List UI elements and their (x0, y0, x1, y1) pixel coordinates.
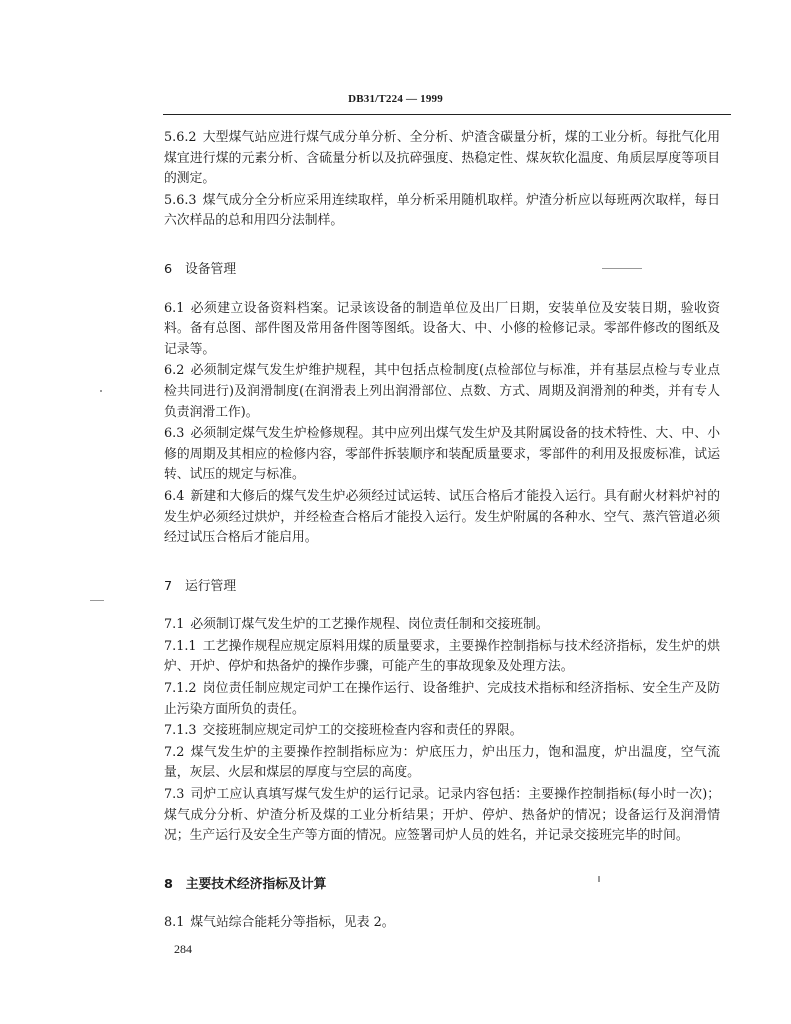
clause-number: 6.2 (164, 363, 185, 379)
clause-text: 大型煤气站应进行煤气成分单分析、全分析、炉渣含碳量分析，煤的工业分析。每批气化用煤宜进行煤的元素分析、含硫量分析以及抗碎强度、热稳定性、煤灰软化温度、角质层厚度等项目的测定。 (164, 130, 720, 187)
clause-text: 工艺操作规程应规定原料用煤的质量要求，主要操作控制指标与技术经济指标，发生炉的烘炉、开炉、停炉和热备炉的操作步骤，可能产生的事故现象及处理方法。 (164, 638, 720, 675)
clause-text: 司炉工应认真填写煤气发生炉的运行记录。记录内容包括：主要操作控制指标(每小时一次)；煤气成分分析、炉渣分析及煤的工业分析结果；开炉、停炉、热备炉的情况；设备运行及润滑情况；生产运行及安全生产等方面的情况。应签署司炉人员的姓名，并记录交接班完毕的时间。 (164, 787, 720, 844)
section-7-heading: 7 运行管理 (164, 578, 237, 594)
clause-text: 必须制定煤气发生炉检修规程。其中应列出煤气发生炉及其附属设备的技术特性、大、中、小修的周期及其相应的检修内容，零部件拆装顺序和装配质量要求，零部件的利用及报废标准，试运转、试压的规定与标准。 (164, 426, 720, 483)
clause-text: 煤气站综合能耗分等指标，见表 2。 (190, 915, 395, 931)
clause-number: 6.1 (164, 300, 185, 316)
clause-text: 岗位责任制应规定司炉工在操作运行、设备维护、完成技术指标和经济指标、安全生产及防止污染方面所负的责任。 (164, 681, 720, 717)
header-rule (163, 114, 731, 115)
clause-text: 交接班制应规定司炉工的交接班检查内容和责任的界限。 (202, 723, 523, 739)
section-8-heading: 8 主要技术经济指标及计算 (164, 876, 327, 892)
clause-6-4 (164, 487, 720, 549)
clause-number: 7.1.2 (164, 681, 197, 697)
clause-number: 8.1 (164, 915, 185, 931)
scan-speck (90, 600, 104, 601)
clause-number: 7.1.3 (164, 723, 197, 739)
scan-speck (602, 268, 642, 269)
document-header-code: DB31/T224 — 1999 (348, 93, 443, 105)
clause-7-3 (164, 785, 720, 847)
document-body (164, 128, 720, 935)
clause-7-1-1 (164, 637, 720, 678)
clause-number: 7.3 (164, 787, 185, 803)
clause-number: 5.6.2 (164, 130, 197, 145)
clause-number: 7.1.1 (164, 638, 197, 654)
clause-5-6-2 (164, 128, 720, 190)
clause-8-1 (164, 913, 720, 934)
scan-speck (100, 390, 102, 392)
clause-text: 煤气发生炉的主要操作控制指标应为：炉底压力，炉出压力，饱和温度，炉出温度，空气流量，灰层、火层和煤层的厚度与空层的高度。 (164, 744, 720, 781)
clause-text: 新建和大修后的煤气发生炉必须经过试运转、试压合格后才能投入运行。具有耐火材料炉衬的发生炉必须经过烘炉，并经检查合格后才能投入运行。发生炉附属的各种水、空气、蒸汽管道必须经过试压合格后才能启用。 (164, 488, 720, 546)
clause-7-2 (164, 743, 720, 784)
clause-number: 5.6.3 (164, 192, 197, 208)
clause-7-1 (164, 615, 720, 636)
clause-number: 6.4 (164, 488, 185, 504)
clause-text: 必须制定煤气发生炉维护规程，其中包括点检制度(点检部位与标准，并有基层点检与专业点检共同进行)及润滑制度(在润滑表上列出润滑部位、点数、方式、周期及润滑剂的种类，并有专人负责润滑工作)。 (164, 363, 720, 420)
clause-6-2 (164, 361, 720, 423)
clause-6-3 (164, 424, 720, 486)
clause-text: 必须建立设备资料档案。记录该设备的制造单位及出厂日期，安装单位及安装日期，验收资料。备有总图、部件图及常用备件图等图纸。设备大、中、小修的检修记录。零部件修改的图纸及记录等。 (164, 300, 720, 357)
clause-6-1 (164, 299, 720, 361)
clause-5-6-3 (164, 191, 720, 232)
clause-7-1-3 (164, 721, 720, 742)
section-6-heading: 6 设备管理 (164, 261, 237, 277)
clause-text: 必须制订煤气发生炉的工艺操作规程、岗位责任制和交接班制。 (190, 617, 549, 633)
page-number: 284 (174, 942, 192, 956)
clause-text: 煤气成分全分析应采用连续取样，单分析采用随机取样。炉渣分析应以每班两次取样，每日六次样品的总和用四分法制样。 (164, 192, 720, 229)
scan-speck (598, 876, 600, 882)
clause-number: 7.2 (164, 744, 185, 760)
clause-number: 6.3 (164, 426, 185, 442)
clause-7-1-2 (164, 679, 720, 720)
clause-number: 7.1 (164, 617, 185, 633)
